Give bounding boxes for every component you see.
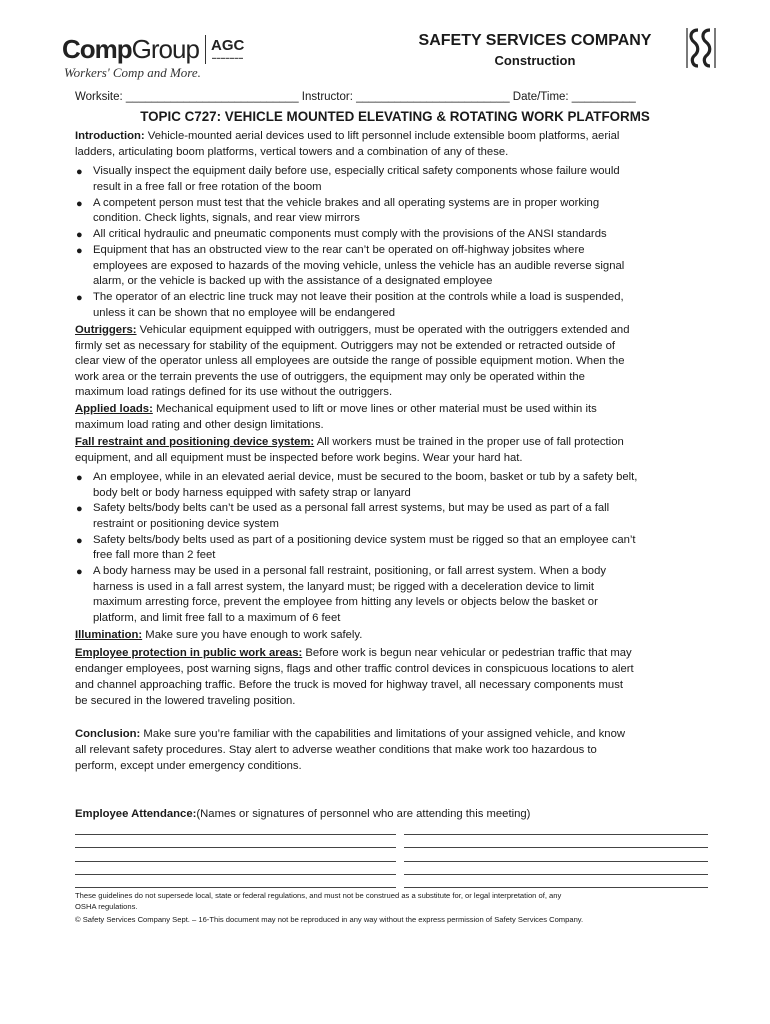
bullet-text: condition. Check lights, signals, and rear view mirrors — [93, 212, 360, 224]
outriggers-line: clear view of the operator unless all employees are outside the range of possible equipment motion. When the — [75, 355, 625, 367]
worksite-instructor-date-line: Worksite: ___________________________ Instructor: ________________________ Date/Time: __________ — [75, 91, 636, 103]
public-areas-label: Employee protection in public work areas: — [75, 647, 303, 659]
agc-logo: AGC — [211, 37, 245, 54]
bullet-text: Visually inspect the equipment daily before use, especially critical safety components whose failure would — [93, 165, 620, 177]
bullet-icon: ● — [76, 245, 83, 257]
public-areas-line: Employee protection in public work areas: Before work is begun near vehicular or pedestrian traffic that may — [75, 647, 632, 659]
bullet-icon: ● — [76, 292, 83, 304]
footer-copyright: © Safety Services Company Sept. – 16-This document may not be reproduced in any way without the express permission of Safety Services Company. — [75, 915, 584, 924]
attendance-signature-line[interactable] — [404, 847, 708, 848]
outriggers-line: work area or the terrain prevents the use of outriggers, the equipment may only be operated within the — [75, 371, 585, 383]
illumination-line: Illumination: Make sure you have enough to work safely. — [75, 629, 363, 641]
bullet-text: harness is used in a fall arrest system, the lanyard must; be rigged with a deceleration device to limit — [93, 581, 595, 593]
attendance-heading: Employee Attendance:(Names or signatures of personnel who are attending this meeting) — [75, 808, 531, 820]
conclusion-line: all relevant safety procedures. Stay alert to adverse weather conditions that make work too hazardous to — [75, 744, 597, 756]
fall-restraint-line: equipment, and all equipment must be inspected before work begins. Wear your hard hat. — [75, 452, 523, 464]
outriggers-label: Outriggers: — [75, 324, 137, 336]
applied-loads-line: maximum load rating and other design limitations. — [75, 419, 324, 431]
intro-line: Introduction: Vehicle-mounted aerial devices used to lift personnel include extensible boom platforms, aerial — [75, 130, 620, 142]
bullet-icon: ● — [76, 535, 83, 547]
division-name: Construction — [494, 53, 576, 68]
bullet-icon: ● — [76, 166, 83, 178]
conclusion-line: Conclusion: Make sure you’re familiar with the capabilities and limitations of your assigned vehicle, and know — [75, 728, 626, 740]
bullet-text: maximum arresting force, prevent the employee from hitting any levels or objects below the basket or — [93, 596, 598, 608]
bullet-text: A competent person must test that the vehicle brakes and all operating systems are in proper working — [93, 197, 600, 209]
attendance-signature-line[interactable] — [75, 834, 396, 835]
footer-disclaimer: These guidelines do not supersede local, state or federal regulations, and must not be construed as a substitute for, or legal interpretation of, any — [75, 891, 562, 900]
attendance-signature-line[interactable] — [404, 861, 708, 862]
bullet-text: Safety belts/body belts used as part of a positioning device system must be rigged so that an employee can’t — [93, 534, 636, 546]
bullet-text: result in a free fall or free rotation of the boom — [93, 181, 322, 193]
bullet-text: Equipment that has an obstructed view to the rear can’t be operated on off-highway jobsites where — [93, 244, 585, 256]
intro-label: Introduction: — [75, 130, 145, 142]
bullet-text: platform, and limit free fall to a maximum of 6 feet — [93, 612, 341, 624]
bullet-text: An employee, while in an elevated aerial device, must be secured to the boom, basket or tub by a safety belt, — [93, 471, 638, 483]
applied-loads-label: Applied loads: — [75, 403, 153, 415]
attendance-signature-line[interactable] — [404, 874, 708, 875]
conclusion-label: Conclusion: — [75, 728, 141, 740]
attendance-signature-line[interactable] — [404, 834, 708, 835]
topic-title: TOPIC C727: VEHICLE MOUNTED ELEVATING & ROTATING WORK PLATFORMS — [140, 109, 650, 124]
bullet-text: employees are exposed to hazards of the moving vehicle, unless the vehicle has an audible reverse signal — [93, 260, 625, 272]
bullet-text: The operator of an electric line truck may not leave their position at the controls while a load is suspended, — [93, 291, 624, 303]
bullet-icon: ● — [76, 198, 83, 210]
compgroup-agc-logo — [62, 34, 262, 84]
attendance-signature-line[interactable] — [404, 887, 708, 888]
attendance-signature-line[interactable] — [75, 887, 396, 888]
public-areas-line: and channel approaching traffic. Before the truck is moved for highway travel, all necessary components must — [75, 679, 623, 691]
bullet-icon: ● — [76, 229, 83, 241]
bullet-text: alarm, or the vehicle is backed up with the assistance of a designated employee — [93, 275, 493, 287]
attendance-signature-line[interactable] — [75, 861, 396, 862]
illumination-label: Illumination: — [75, 629, 143, 641]
fall-restraint-label: Fall restraint and positioning device system: — [75, 436, 315, 448]
outriggers-line: Outriggers: Vehicular equipment equipped with outriggers, must be operated with the outriggers extended and — [75, 324, 630, 336]
bullet-icon: ● — [76, 566, 83, 578]
public-areas-line: endanger employees, post warning signs, flags and other traffic control devices in conspicuous locations to alert — [75, 663, 634, 675]
bullet-text: unless it can be shown that no employee will be endangered — [93, 307, 396, 319]
attendance-signature-line[interactable] — [75, 874, 396, 875]
logo-divider — [205, 35, 206, 64]
logo-tagline: Workers' Comp and More. — [64, 65, 201, 80]
bullet-text: Safety belts/body belts can’t be used as a personal fall arrest systems, but may be used as part of a fall — [93, 502, 610, 514]
outriggers-line: firmly set as necessary for stability of the equipment. Outriggers may not be extended or retracted outside of — [75, 340, 616, 352]
conclusion-line: perform, except under emergency conditions. — [75, 760, 302, 772]
bullet-icon: ● — [76, 472, 83, 484]
attendance-label: Employee Attendance: — [75, 808, 197, 820]
bullet-text: restraint or positioning device system — [93, 518, 279, 530]
bullet-icon: ● — [76, 503, 83, 515]
public-areas-line: be secured in the lowered traveling position. — [75, 695, 296, 707]
logo-wordmark: CompGroup — [62, 34, 199, 64]
intro-line: ladders, articulating boom platforms, vertical towers and a combination of any of these. — [75, 146, 509, 158]
applied-loads-line: Applied loads: Mechanical equipment used to lift or move lines or other material must be used within its — [75, 403, 597, 415]
bullet-text: All critical hydraulic and pneumatic components must comply with the provisions of the ANSI standards — [93, 228, 607, 240]
footer-disclaimer: OSHA regulations. — [75, 902, 138, 911]
bullet-text: free fall more than 2 feet — [93, 549, 216, 561]
outriggers-line: maximum load ratings defined for its use without the outriggers. — [75, 386, 393, 398]
bullet-text: body belt or body harness equipped with safety strap or lanyard — [93, 487, 411, 499]
agc-logo-subtext: ▬▬▬▬▬▬▬ — [212, 55, 244, 60]
fall-restraint-line: Fall restraint and positioning device system: All workers must be trained in the proper use of fall protection — [75, 436, 624, 448]
company-name: SAFETY SERVICES COMPANY — [418, 32, 652, 49]
safety-services-logo-icon — [684, 26, 718, 70]
attendance-signature-line[interactable] — [75, 847, 396, 848]
bullet-text: A body harness may be used in a personal fall restraint, positioning, or fall arrest system. When a body — [93, 565, 607, 577]
